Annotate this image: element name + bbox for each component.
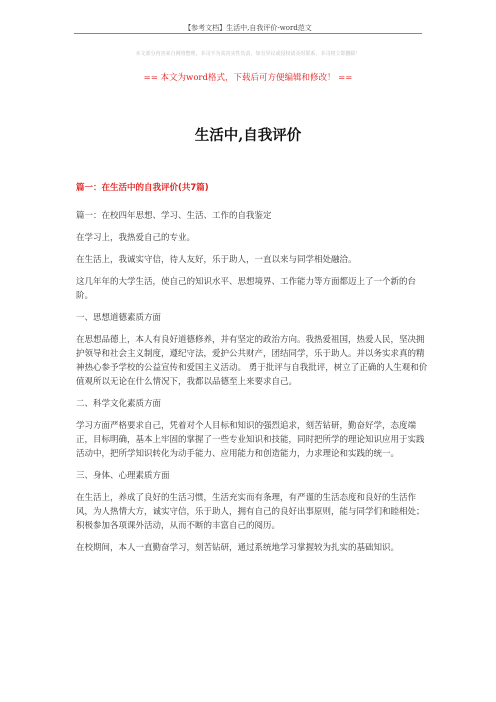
header-divider	[74, 33, 422, 34]
heading-science-culture: 二、科学文化素质方面	[76, 399, 162, 409]
heading-body-mind: 三、身体、心理素质方面	[76, 471, 170, 481]
paragraph-body-mind: 在生活上，养成了良好的生活习惯，生活充实而有条理，有严谨的生活态度和良好的生活作风，为人热情大方，诚实守信，乐于助人，拥有自己的良好出事原则，能与同学们和睦相处；积极参加各项课外活动，从而不断的丰富自己的阅历。	[76, 493, 425, 531]
document-title: 生活中,自我评价	[194, 127, 302, 144]
page-header: 【参考文档】生活中,自我评价-word范文	[184, 24, 312, 32]
paragraph-life: 在生活上，我诚实守信，待人友好，乐于助人，一直以来与同学相处融洽。	[76, 255, 357, 265]
copyright-disclaimer: 本文部分内容来自网络整理，本司不为其真实性负责，如有异议或侵权请及时联系，本司将立即删除！	[135, 51, 361, 57]
paragraph-subtitle: 篇一：在校四年思想、学习、生活、工作的自我鉴定	[76, 211, 272, 221]
paragraph-school-period: 在校期间，本人一直勤奋学习，刻苦钻研，通过系统地学习掌握较为扎实的基础知识。	[76, 543, 400, 553]
paragraph-science: 学习方面严格要求自己，凭着对个人目标和知识的强烈追求，刻苦钻研，勤奋好学，态度端正，目标明确，基本上牢固的掌握了一些专业知识和技能，同时把所学的理论知识应用于实践活动中，把所学知识转化为动手能力、应用能力和创造能力，力求理论和实践的统一。	[76, 421, 425, 459]
section-heading: 篇一：在生活中的自我评价(共7篇)	[76, 183, 209, 193]
heading-moral-quality: 一、思想道德素质方面	[76, 313, 162, 323]
document-body	[76, 181, 430, 563]
word-format-notice: == 本文为word格式，下载后可方便编辑和修改！ ==	[143, 73, 353, 83]
paragraph-moral: 在思想品德上，本人有良好道德修养，并有坚定的政治方向。我热爱祖国，热爱人民，坚决拥护领导和社会主义制度，遵纪守法，爱护公共财产，团结同学，乐于助人。并以务实求真的精神热心参予学校的公益宣传和爱国主义活动。 勇于批评与自我批评，树立了正确的人生观和价值观所以无论在什么情况下，我都以品德至上来要求自己。	[76, 335, 428, 387]
paragraph-study: 在学习上，我热爱自己的专业。	[76, 233, 196, 243]
paragraph-progress: 这几年年的大学生活，使自己的知识水平、思想境界、工作能力等方面都迈上了一个新的台阶。	[76, 277, 417, 301]
